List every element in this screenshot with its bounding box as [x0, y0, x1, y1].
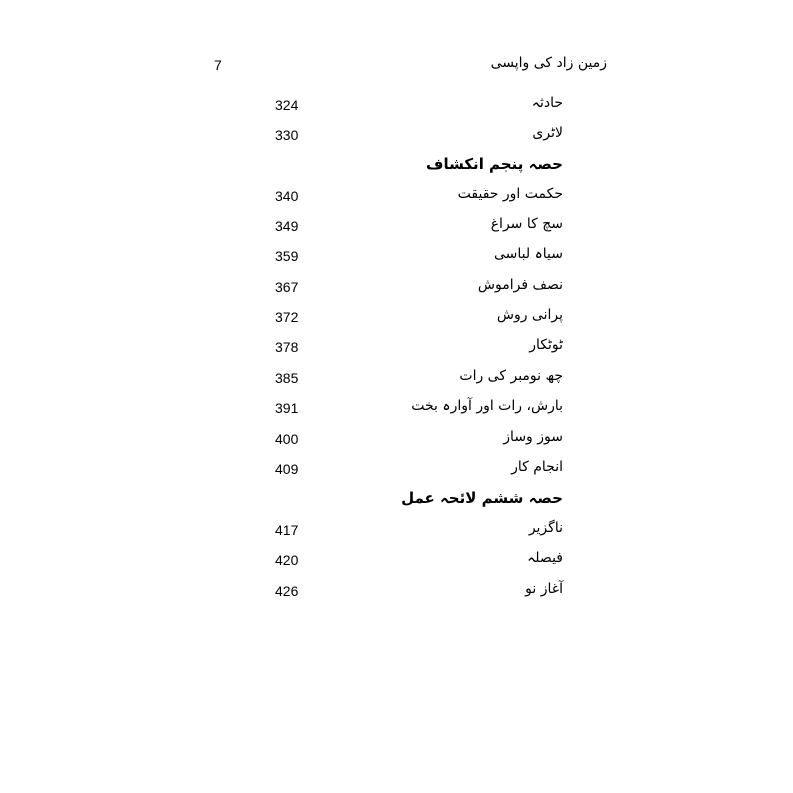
- toc-chapter-title: لاٹری: [532, 125, 563, 141]
- toc-chapter-title: بارش، رات اور آوارہ بخت: [411, 398, 563, 414]
- toc-page-number: 359: [275, 248, 299, 264]
- toc-row: [0, 427, 793, 455]
- toc-chapter-title: نصف فراموش: [477, 277, 563, 293]
- toc-chapter-title: حکمت اور حقیقت: [457, 186, 563, 202]
- toc-row: [0, 305, 793, 333]
- toc-section-heading: [0, 487, 793, 515]
- toc-section-title: حصہ پنجم انکشاف: [426, 155, 563, 173]
- toc-page-number: 372: [275, 309, 299, 325]
- toc-chapter-title: سوز وساز: [503, 429, 563, 445]
- toc-chapter-title: پرانی روش: [496, 307, 563, 323]
- toc-chapter-title: ٹوٹکار: [529, 337, 563, 353]
- toc-row: [0, 335, 793, 363]
- toc-row: [0, 366, 793, 394]
- toc-row: [0, 396, 793, 424]
- toc-page-number: 367: [275, 279, 299, 295]
- toc-page-number: 417: [275, 522, 299, 538]
- toc-section-title: حصہ ششم لائحہ عمل: [401, 489, 563, 507]
- toc-row: [0, 184, 793, 212]
- toc-page-number: 420: [275, 552, 299, 568]
- toc-page-number: 324: [275, 97, 299, 113]
- toc-page-number: 349: [275, 218, 299, 234]
- toc-page-number: 400: [275, 431, 299, 447]
- toc-page-number: 409: [275, 461, 299, 477]
- toc-row: [0, 93, 793, 121]
- page-number: 7: [214, 57, 222, 73]
- toc-section-heading: [0, 153, 793, 181]
- book-title: زمین زاد کی واپسی: [490, 55, 607, 71]
- toc-chapter-title: انجام کار: [511, 459, 563, 475]
- toc-row: [0, 123, 793, 151]
- toc-chapter-title: چھ نومبر کی رات: [459, 368, 563, 384]
- toc-row: [0, 579, 793, 607]
- toc-page-number: 330: [275, 127, 299, 143]
- toc-row: [0, 457, 793, 485]
- toc-row: [0, 214, 793, 242]
- toc-row: [0, 548, 793, 576]
- toc-chapter-title: سچ کا سراغ: [490, 216, 563, 232]
- toc-page-number: 391: [275, 400, 299, 416]
- toc-chapter-title: آغاز نو: [525, 581, 563, 597]
- toc-chapter-title: سیاہ لباسی: [493, 246, 563, 262]
- toc-chapter-title: حادثہ: [531, 95, 563, 111]
- toc-chapter-title: فیصلہ: [527, 550, 563, 566]
- toc-row: [0, 275, 793, 303]
- toc-row: [0, 244, 793, 272]
- toc-page-number: 385: [275, 370, 299, 386]
- toc-page-number: 378: [275, 339, 299, 355]
- toc-chapter-title: ناگزیر: [528, 520, 563, 536]
- toc-page-number: 340: [275, 188, 299, 204]
- toc-page-number: 426: [275, 583, 299, 599]
- toc-row: [0, 518, 793, 546]
